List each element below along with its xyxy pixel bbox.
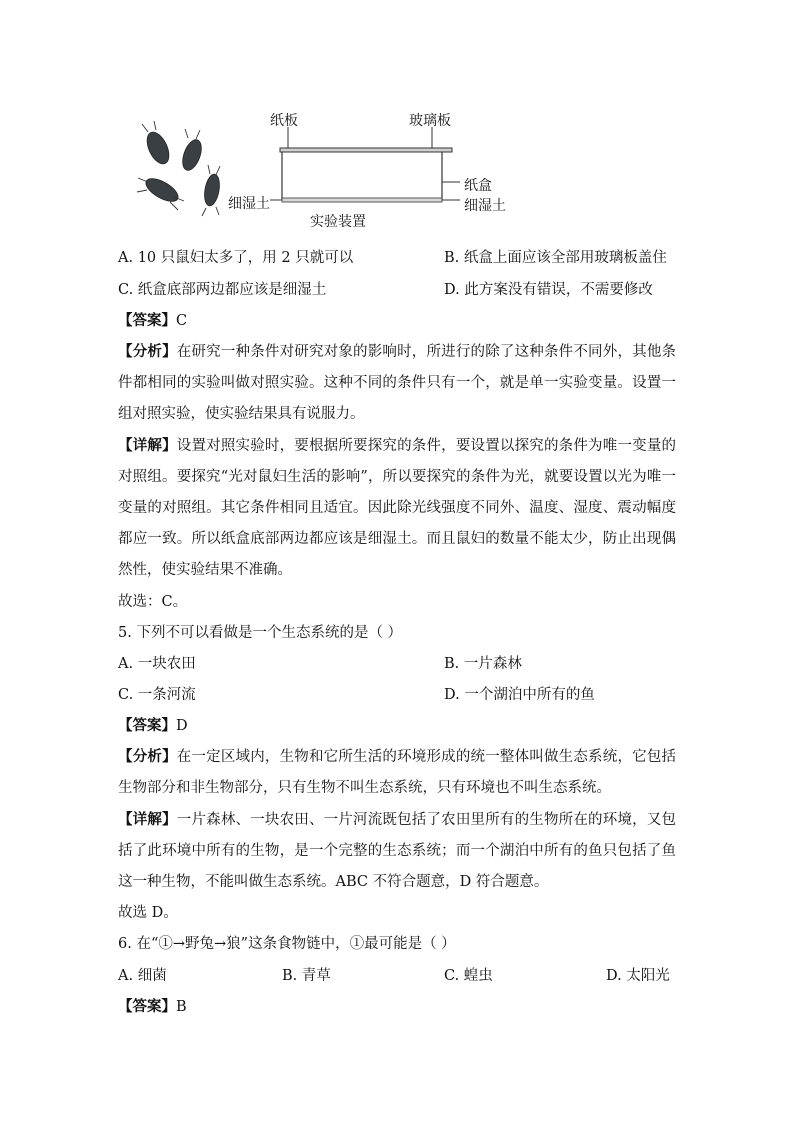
experiment-figure xyxy=(120,105,540,235)
q4-option-a: A. 10 只鼠妇太多了，用 2 只就可以 xyxy=(118,250,354,266)
q5-analysis-text: 在一定区域内，生物和它所生活的环境形成的统一整体叫做生态系统，它包括生物部分和非生物部分，只有生物不叫生态系统，只有环境也不叫生态系统。 xyxy=(118,749,677,796)
answer-tag: 【答案】 xyxy=(118,998,176,1015)
analysis-tag: 【分析】 xyxy=(118,343,177,360)
q4-choose: 故选：C。 xyxy=(118,594,188,610)
q5-detail xyxy=(118,804,676,898)
detail-tag: 【详解】 xyxy=(118,437,177,454)
label-cardboard: 纸板 xyxy=(270,113,298,129)
q6-question: 6. 在“①→野兔→狼”这条食物链中，①最可能是（ ） xyxy=(118,936,456,952)
q5-option-c: C. 一条河流 xyxy=(118,687,196,703)
q4-analysis xyxy=(118,336,676,430)
q6-answer-value: B xyxy=(176,999,187,1015)
q4-option-d: D. 此方案没有错误，不需要修改 xyxy=(444,282,653,298)
q5-analysis xyxy=(118,741,676,804)
label-glass: 玻璃板 xyxy=(409,113,451,129)
q5-option-a: A. 一块农田 xyxy=(118,656,196,672)
label-soil-right: 细湿土 xyxy=(464,198,506,214)
label-soil-left: 细湿土 xyxy=(228,196,270,212)
q5-question: 5. 下列不可以看做是一个生态系统的是（ ） xyxy=(118,625,403,641)
q5-option-b: B. 一片森林 xyxy=(444,656,522,672)
q5-detail-text: 一片森林、一块农田、一片河流既包括了农田里所有的生物所在的环境，又包括了此环境中所有的生物，是一个完整的生态系统；而一个湖泊中所有的鱼只包括了鱼这一种生物，不能叫做生态系统。ABC 不符合题意，D 符合题意。 xyxy=(118,812,677,890)
q5-choose: 故选 D。 xyxy=(118,905,178,921)
q4-option-c: C. 纸盒底部两边都应该是细湿土 xyxy=(118,282,327,298)
q4-answer-value: C xyxy=(176,313,188,329)
label-box: 纸盒 xyxy=(464,178,492,194)
q5-answer xyxy=(118,716,678,736)
q5-answer-value: D xyxy=(176,718,188,734)
q6-option-b: B. 青草 xyxy=(282,968,331,984)
q6-option-c: C. 蝗虫 xyxy=(444,968,493,984)
q4-answer xyxy=(118,311,678,331)
figure-caption: 实验装置 xyxy=(310,214,366,230)
q4-detail xyxy=(118,430,676,586)
q4-analysis-text: 在研究一种条件对研究对象的影响时，所进行的除了这种条件不同外，其他条件都相同的实验叫做对照实验。这种不同的条件只有一个，就是单一实验变量。设置一组对照实验，使实验结果具有说服力。 xyxy=(118,344,677,422)
q6-answer xyxy=(118,997,678,1017)
answer-tag: 【答案】 xyxy=(118,312,176,329)
answer-tag: 【答案】 xyxy=(118,717,176,734)
q6-option-a: A. 细菌 xyxy=(118,968,167,984)
detail-tag: 【详解】 xyxy=(118,811,177,828)
q4-detail-text: 设置对照实验时，要根据所要探究的条件，要设置以探究的条件为唯一变量的对照组。要探究“光对鼠妇生活的影响”，所以要探究的条件为光，就要设置以光为唯一变量的对照组。其它条件相同且适宜。因此除光线强度不同外、温度、湿度、震动幅度都应一致。所以纸盒底部两边都应该是细湿土。而且鼠妇的数量不能太少，防止出现偶然性，使实验结果不准确。 xyxy=(118,438,677,578)
analysis-tag: 【分析】 xyxy=(118,748,177,765)
q6-option-d: D. 太阳光 xyxy=(606,968,670,984)
q5-option-d: D. 一个湖泊中所有的鱼 xyxy=(444,687,595,703)
q4-option-b: B. 纸盒上面应该全部用玻璃板盖住 xyxy=(444,250,667,266)
